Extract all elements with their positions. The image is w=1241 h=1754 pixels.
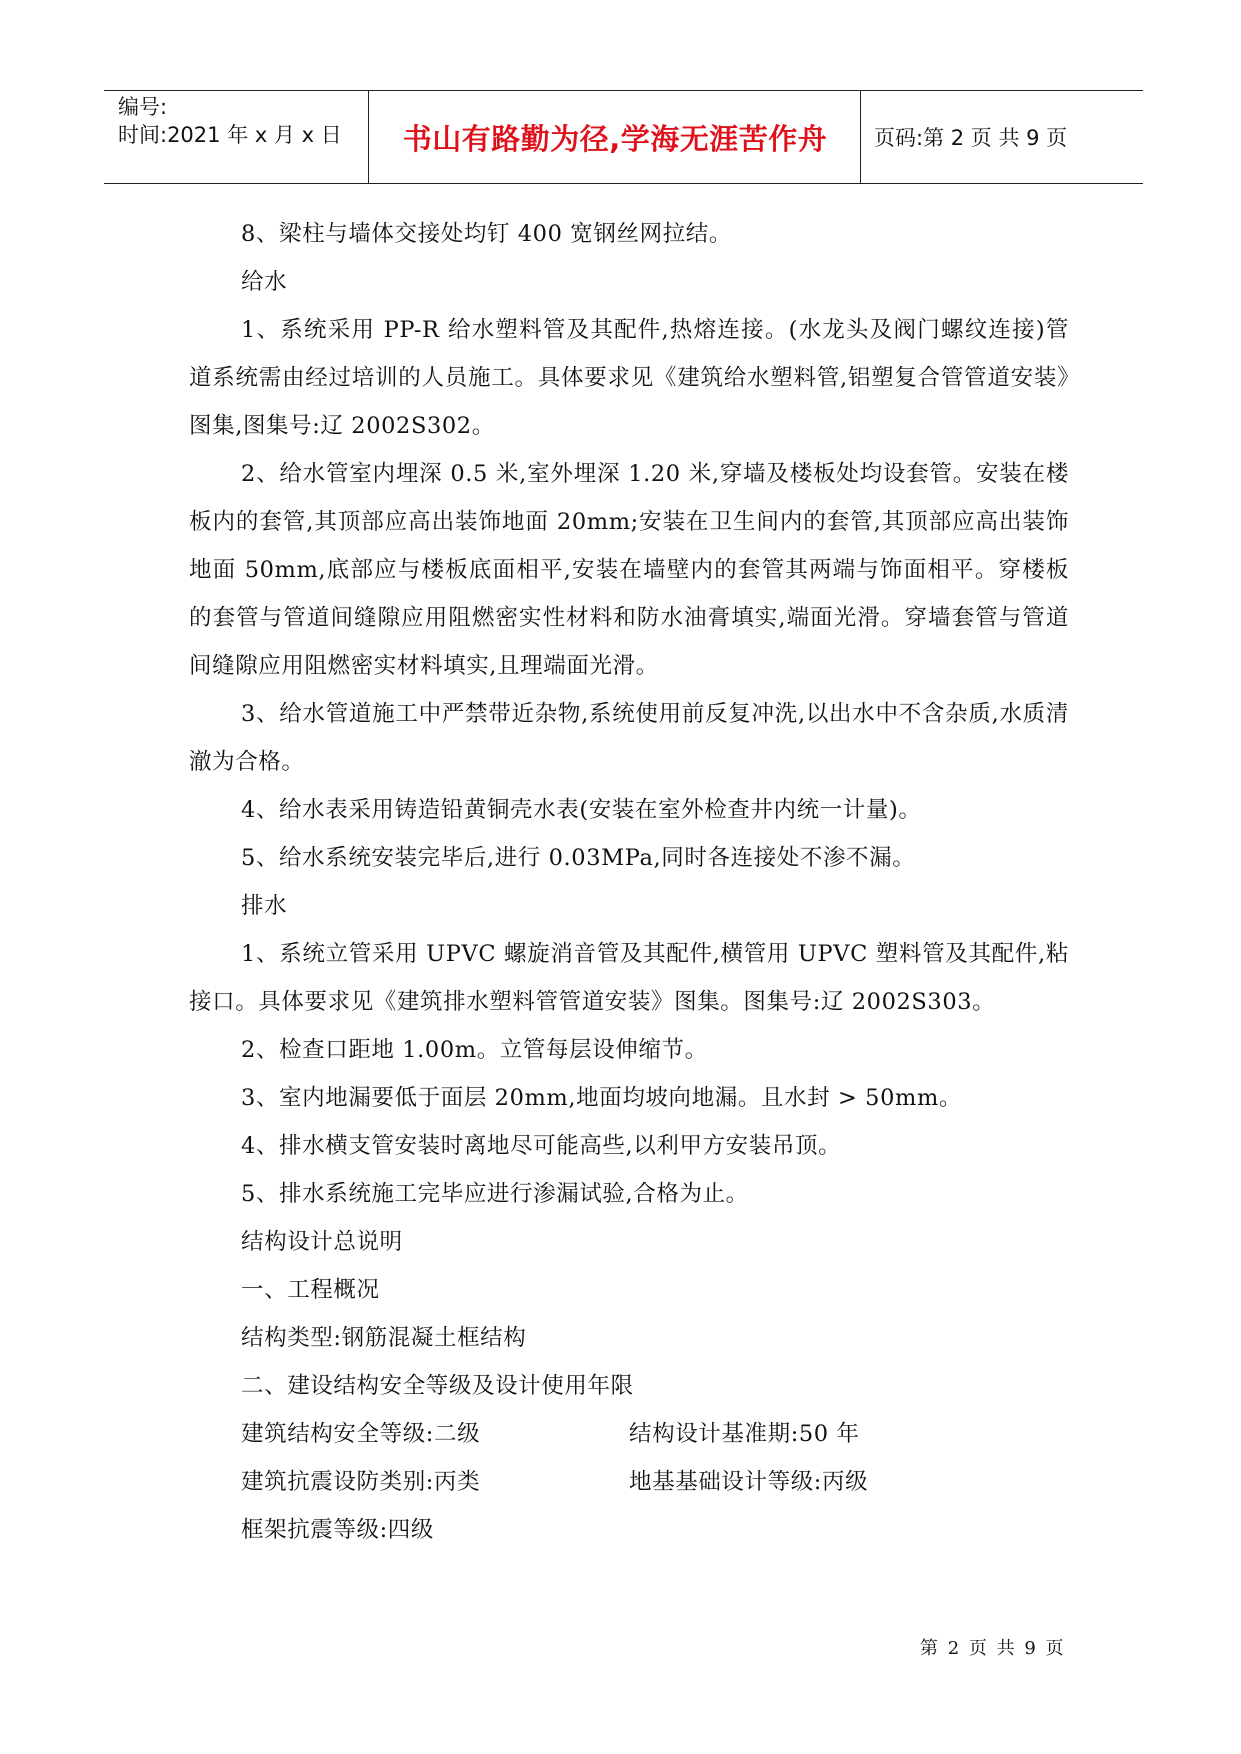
paragraph: 3、室内地漏要低于面层 20mm,地面均坡向地漏。且水封 > 50mm。 xyxy=(241,1085,962,1111)
section-heading-structure: 结构设计总说明 xyxy=(241,1229,403,1255)
design-period: 结构设计基准期:50 年 xyxy=(629,1421,860,1447)
paragraph: 5、给水系统安装完毕后,进行 0.03MPa,同时各连接处不渗不漏。 xyxy=(241,845,916,871)
safety-grade: 建筑结构安全等级:二级 xyxy=(241,1421,481,1447)
document-body xyxy=(189,210,1069,1554)
subsection-heading-overview: 一、工程概况 xyxy=(241,1277,380,1303)
frame-seismic-grade: 框架抗震等级:四级 xyxy=(241,1517,434,1543)
paragraph: 8、梁柱与墙体交接处均钉 400 宽钢丝网拉结。 xyxy=(241,221,732,247)
document-header xyxy=(104,90,1143,184)
header-divider xyxy=(860,91,861,183)
structure-type: 结构类型:钢筋混凝土框结构 xyxy=(241,1325,527,1351)
header-divider xyxy=(368,91,369,183)
paragraph: 1、系统立管采用 UPVC 螺旋消音管及其配件,横管用 UPVC 塑料管及其配件,粘接口。具体要求见《建筑排水塑料管管道安装》图集。图集号:辽 2002S303。 xyxy=(189,941,1069,1015)
paragraph: 1、系统采用 PP-R 给水塑料管及其配件,热熔连接。(水龙头及阀门螺纹连接)管道系统需由经过培训的人员施工。具体要求见《建筑给水塑料管,铝塑复合管管道安装》图集,图集号:辽 2002S302。 xyxy=(189,317,1069,439)
section-heading-drainage: 排水 xyxy=(241,893,288,919)
number-label: 编号: xyxy=(118,95,168,119)
paragraph: 4、排水横支管安装时离地尽可能高些,以利甲方安装吊顶。 xyxy=(241,1133,842,1159)
section-heading-water-supply: 给水 xyxy=(241,269,288,295)
header-meta xyxy=(118,93,358,149)
safety-row xyxy=(189,1410,1069,1458)
paragraph: 3、给水管道施工中严禁带近杂物,系统使用前反复冲洗,以出水中不含杂质,水质清澈为合格。 xyxy=(189,701,1069,775)
seismic-category: 建筑抗震设防类别:丙类 xyxy=(241,1469,481,1495)
foundation-grade: 地基基础设计等级:丙级 xyxy=(629,1469,869,1495)
time-label: 时间:2021 年 x 月 x 日 xyxy=(118,123,342,147)
paragraph: 2、检查口距地 1.00m。立管每层设伸缩节。 xyxy=(241,1037,708,1063)
paragraph: 2、给水管室内埋深 0.5 米,室外埋深 1.20 米,穿墙及楼板处均设套管。安装在楼板内的套管,其顶部应高出装饰地面 20mm;安装在卫生间内的套管,其顶部应高出装饰地面 50mm,底部应与楼板底面相平,安装在墙壁内的套管其两端与饰面相平。穿楼板的套管与管道间缝隙应用阻燃密实性材料和防水油膏填实,端面光滑。穿墙套管与管道间缝隙应用阻燃密实材料填实,且理端面光滑。 xyxy=(189,461,1069,679)
seismic-row xyxy=(189,1458,1069,1506)
paragraph: 4、给水表采用铸造铅黄铜壳水表(安装在室外检查井内统一计量)。 xyxy=(241,797,922,823)
header-motto: 书山有路勤为径,学海无涯苦作舟 xyxy=(402,121,828,156)
paragraph: 5、排水系统施工完毕应进行渗漏试验,合格为止。 xyxy=(241,1181,749,1207)
subsection-heading-safety: 二、建设结构安全等级及设计使用年限 xyxy=(241,1373,634,1399)
page-footer: 第 2 页 共 9 页 xyxy=(920,1638,1066,1659)
header-page-number: 页码:第 2 页 共 9 页 xyxy=(874,126,1068,150)
